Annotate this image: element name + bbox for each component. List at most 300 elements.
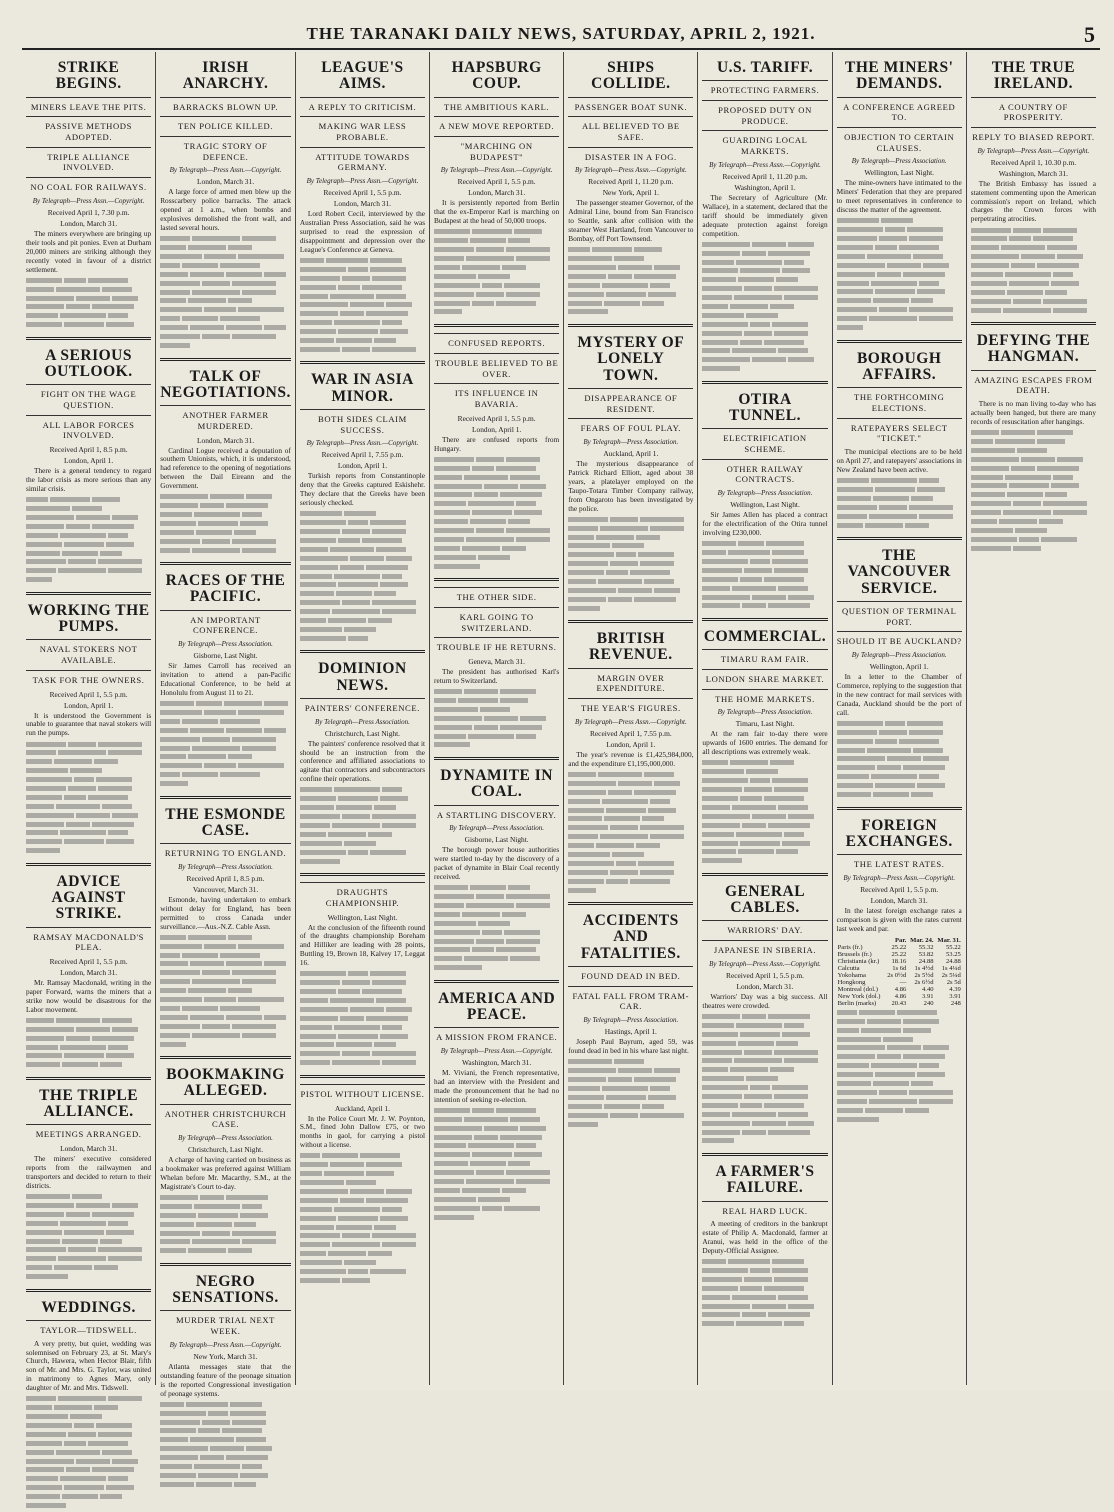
table-cell: 53.82 bbox=[918, 950, 934, 958]
body-text-lines bbox=[971, 227, 1096, 316]
article-subheading: KARL GOING TO SWITZERLAND. bbox=[434, 607, 559, 633]
body-text-lines bbox=[300, 258, 425, 356]
article bbox=[837, 60, 962, 334]
received-line: Received April 1, 10.30 p.m. bbox=[990, 157, 1077, 167]
article-body: The Secretary of Agriculture (Mr. Wallace), in a statement, declared that the tariff should be immediately given adequate protection against foreign competition. bbox=[702, 192, 828, 238]
article-body: Sir James Allen has placed a contract for the electrification of the Otira tunnel involving £230,000. bbox=[702, 510, 828, 537]
article-body: In a letter to the Chamber of Commerce, replying to the suggestion that in the new contract for mail services with Canada, Auckland should be the port of call. bbox=[836, 672, 962, 717]
table-cell: 4.40 bbox=[922, 985, 934, 993]
body-text-lines bbox=[160, 1401, 291, 1490]
article-subheading: ALL BELIEVED TO BE SAFE. bbox=[568, 116, 693, 142]
dateline: Wellington, April 1. bbox=[869, 662, 929, 672]
table-row bbox=[837, 951, 962, 958]
article-headline: THE MINERS' DEMANDS. bbox=[844, 59, 954, 93]
table-cell: 20.43 bbox=[891, 999, 907, 1007]
article-body: A large force of armed men blew up the Rosscarbery police barracks. The attack opened at 1 a.m., when bombs and explosives demolished the front wall, and lasted several hours. bbox=[160, 187, 291, 233]
body-text-lines bbox=[434, 885, 559, 974]
article-body: M. Viviani, the French representative, had an interview with the President and made the pronouncement that he had no intention of seeking re-election. bbox=[434, 1068, 560, 1104]
article-body: The mine-owners have intimated to the Miners' Federation that they are prepared to meet representatives in conference to discuss the matter of the agreement. bbox=[836, 178, 962, 215]
article-headline: WAR IN ASIA MINOR. bbox=[311, 371, 414, 405]
article-subheading: FEARS OF FOUL PLAY. bbox=[568, 418, 693, 434]
body-text-lines bbox=[160, 236, 291, 352]
table-cell: 4.86 bbox=[894, 992, 907, 1000]
divider bbox=[26, 592, 151, 595]
dateline: Wellington, Last Night. bbox=[864, 168, 934, 178]
dateline: Washington, March 31. bbox=[462, 1058, 532, 1068]
dateline: London, March 31. bbox=[60, 1144, 118, 1154]
divider bbox=[434, 324, 559, 327]
article-subheading: TROUBLE IF HE RETURNS. bbox=[434, 637, 559, 653]
article-subheading: PROTECTING FARMERS. bbox=[702, 80, 827, 96]
received-line: Received April 1, 7.55 p.m. bbox=[321, 450, 404, 460]
dateline: London, March 31. bbox=[60, 218, 118, 228]
article-subheading: PAINTERS' CONFERENCE. bbox=[300, 698, 425, 714]
article bbox=[568, 620, 693, 896]
article-subheading: PASSENGER BOAT SUNK. bbox=[568, 97, 693, 113]
table-cell: Christiania (kr.) bbox=[837, 957, 880, 965]
article bbox=[26, 1289, 151, 1512]
article-subheading: TROUBLE BELIEVED TO BE OVER. bbox=[434, 353, 559, 379]
article-headline: ACCIDENTS AND FATALITIES. bbox=[580, 912, 681, 962]
article-subheading: PISTOL WITHOUT LICENSE. bbox=[300, 1084, 425, 1100]
table-cell: Yokohama bbox=[837, 971, 866, 979]
column bbox=[156, 52, 296, 1398]
article-byline: By Telegraph—Press Assn.—Copyright. bbox=[709, 160, 821, 169]
table-row bbox=[837, 979, 962, 986]
article-byline: By Telegraph—Press Association. bbox=[583, 438, 679, 447]
table-cell: Hongkong bbox=[837, 978, 866, 986]
body-text-lines bbox=[26, 741, 151, 857]
article bbox=[434, 60, 559, 318]
dateline: London, April 1. bbox=[472, 424, 522, 434]
article-headline: COMMERCIAL. bbox=[703, 628, 827, 646]
article-subheading: REPLY TO BIASED REPORT. bbox=[971, 127, 1096, 143]
article-subheading: RETURNING TO ENGLAND. bbox=[160, 843, 291, 859]
table-cell: 2s 5½d bbox=[914, 971, 934, 979]
body-text-lines bbox=[837, 478, 962, 531]
article-headline: NEGRO SENSATIONS. bbox=[172, 1272, 279, 1307]
article-subheading: JAPANESE IN SIBERIA. bbox=[702, 940, 827, 956]
dateline: London, March 31. bbox=[870, 895, 928, 905]
table-row bbox=[837, 958, 962, 965]
article-subheading: TRIPLE ALLIANCE INVOLVED. bbox=[26, 147, 151, 173]
article-subheading: RATEPAYERS SELECT "TICKET." bbox=[837, 418, 962, 444]
received-line: Received April 1, 5.5 p.m. bbox=[457, 177, 536, 187]
table-cell: Berlin (marks) bbox=[837, 999, 877, 1007]
dateline: New York, April 1. bbox=[602, 188, 659, 198]
article bbox=[300, 650, 425, 867]
article-byline: By Telegraph—Press Association. bbox=[178, 640, 273, 649]
column bbox=[564, 52, 698, 1385]
article-headline: SHIPS COLLIDE. bbox=[591, 59, 671, 93]
article-headline: GENERAL CABLES. bbox=[724, 882, 806, 917]
article-subheading: TASK FOR THE OWNERS. bbox=[26, 670, 151, 686]
body-text-lines bbox=[160, 1195, 291, 1257]
table-cell: 240 bbox=[923, 999, 934, 1007]
table-cell: Paris (fr.) bbox=[837, 943, 863, 951]
article bbox=[160, 562, 291, 789]
body-text-lines bbox=[26, 497, 151, 586]
article-byline: By Telegraph—Press Assn.—Copyright. bbox=[440, 166, 553, 175]
table-row bbox=[837, 972, 962, 979]
dateline: Washington, April 1. bbox=[734, 182, 796, 192]
article-headline: BOROUGH AFFAIRS. bbox=[856, 349, 942, 383]
received-line: Received April 1, 8.5 p.m. bbox=[49, 445, 128, 455]
body-text-lines bbox=[702, 241, 827, 374]
article-subheading: SHOULD IT BE AUCKLAND? bbox=[837, 631, 962, 647]
divider bbox=[837, 807, 962, 810]
table-header bbox=[837, 937, 885, 944]
divider bbox=[300, 650, 425, 653]
dateline: Vancouver, March 31. bbox=[192, 884, 259, 894]
body-text-lines bbox=[837, 218, 962, 334]
table-cell: 25.22 bbox=[891, 950, 907, 958]
article-subheading: THE AMBITIOUS KARL. bbox=[434, 97, 559, 113]
body-text-lines bbox=[26, 1396, 151, 1512]
article-subheading: ATTITUDE TOWARDS GERMANY. bbox=[300, 147, 425, 173]
body-text-lines bbox=[837, 1010, 962, 1126]
dateline: New York, March 31. bbox=[193, 1351, 258, 1361]
dateline: London, March 31. bbox=[736, 981, 794, 991]
article bbox=[434, 980, 559, 1223]
columns-container bbox=[22, 52, 1100, 1398]
body-text-lines bbox=[26, 1194, 151, 1283]
dateline: London, April 1. bbox=[63, 700, 114, 710]
page-number: 5 bbox=[1084, 22, 1096, 47]
article-body: A charge of having carried on business as a bookmaker was preferred against William Whelan before Mr. Macarthy, S.M., at the Magistrate's Court to-day. bbox=[160, 1155, 291, 1191]
article bbox=[568, 60, 693, 318]
divider bbox=[837, 537, 962, 540]
article-headline: HAPSBURG COUP. bbox=[451, 59, 542, 93]
article-headline: A SERIOUS OUTLOOK. bbox=[44, 346, 133, 380]
body-text-lines bbox=[434, 457, 559, 573]
divider bbox=[300, 873, 425, 876]
article-subheading: DISAPPEARANCE OF RESIDENT. bbox=[568, 388, 693, 414]
table-header: Par. bbox=[895, 936, 907, 944]
divider bbox=[160, 562, 291, 565]
article-subheading: ALL LABOR FORCES INVOLVED. bbox=[26, 415, 151, 441]
article-headline: RACES OF THE PACIFIC. bbox=[165, 572, 286, 606]
article-headline: BOOKMAKING ALLEGED. bbox=[166, 1066, 285, 1100]
received-line: Received April 1, 11.20 p.m. bbox=[722, 171, 808, 181]
dateline: Auckland, April 1. bbox=[334, 1103, 390, 1113]
article-byline: By Telegraph—Press Association. bbox=[717, 708, 813, 717]
dateline: London, March 31. bbox=[468, 188, 526, 198]
article-byline: By Telegraph—Press Assn.—Copyright. bbox=[306, 439, 419, 448]
article-subheading: FIGHT ON THE WAGE QUESTION. bbox=[26, 384, 151, 410]
body-text-lines bbox=[702, 541, 827, 612]
article-body: The president has authorised Karl's return to Switzerland. bbox=[434, 667, 560, 685]
received-line: Received April 1, 7.30 p.m. bbox=[47, 207, 130, 217]
article-byline: By Telegraph—Press Association. bbox=[315, 717, 410, 726]
masthead bbox=[22, 22, 1100, 50]
article-subheading: OBJECTION TO CERTAIN CLAUSES. bbox=[837, 127, 962, 153]
article bbox=[160, 1263, 291, 1490]
article bbox=[971, 322, 1096, 554]
article-subheading: THE LATEST RATES. bbox=[837, 854, 962, 870]
article-body: Esmonde, having undertaken to embark without delay for England, has been permitted to cross Canada under surveillance.—Aus.-N.Z. Cable Assn. bbox=[160, 894, 291, 931]
article-headline: U.S. TARIFF. bbox=[716, 59, 814, 76]
divider bbox=[26, 337, 151, 340]
article-subheading: ANOTHER CHRISTCHURCH CASE. bbox=[160, 1104, 291, 1130]
body-text-lines bbox=[300, 511, 425, 644]
article bbox=[160, 358, 291, 557]
divider bbox=[300, 1075, 425, 1078]
body-text-lines bbox=[300, 1153, 425, 1286]
article-byline: By Telegraph—Press Association. bbox=[717, 489, 813, 498]
body-text-lines bbox=[702, 760, 827, 867]
divider bbox=[300, 361, 425, 364]
dateline: Timaru, Last Night. bbox=[735, 719, 795, 729]
article-subheading: ELECTRIFICATION SCHEME. bbox=[702, 428, 827, 454]
body-text-lines bbox=[160, 494, 291, 556]
article-byline: By Telegraph—Press Assn.—Copyright. bbox=[440, 1047, 553, 1056]
column bbox=[967, 52, 1100, 1385]
article-subheading: ITS INFLUENCE IN BAVARIA. bbox=[434, 383, 559, 409]
article-headline: AMERICA AND PEACE. bbox=[438, 989, 556, 1024]
article-subheading: ANOTHER FARMER MURDERED. bbox=[160, 405, 291, 431]
received-line: Received April 1, 7.55 p.m. bbox=[589, 728, 672, 738]
divider bbox=[568, 902, 693, 905]
divider bbox=[568, 324, 693, 327]
article-subheading: MARGIN OVER EXPENDITURE. bbox=[568, 668, 693, 694]
article-byline: By Telegraph—Press Assn.—Copyright. bbox=[843, 873, 956, 882]
article-byline: By Telegraph—Press Assn.—Copyright. bbox=[32, 196, 145, 205]
article-subheading: MAKING WAR LESS PROBABLE. bbox=[300, 116, 425, 142]
table-cell: Brussels (fr.) bbox=[837, 950, 872, 958]
article-body: The municipal elections are to be held on April 27, and ratepayers' associations in New Zealand have been active. bbox=[836, 447, 962, 474]
article-headline: MYSTERY OF LONELY TOWN. bbox=[577, 334, 685, 384]
article-subheading: TAYLOR—TIDSWELL. bbox=[26, 1320, 151, 1336]
article-body: In the Police Court Mr. J. W. Poynton, S.M., fined John Dallow £75, or two months in gaol, for carrying a pistol without a license. bbox=[299, 1113, 426, 1150]
article-body: Mr. Ramsay Macdonald, writing in the paper Forward, warns the miners that a strike now would be disastrous for the Labor movement. bbox=[26, 978, 152, 1014]
article-headline: FOREIGN EXCHANGES. bbox=[845, 816, 953, 850]
article-body: There are confused reports from Hungary. bbox=[434, 434, 560, 453]
dateline: London, April 1. bbox=[606, 739, 656, 749]
dateline: London, March 31. bbox=[333, 199, 391, 209]
divider bbox=[702, 618, 827, 621]
table-cell: New York (dol.) bbox=[837, 992, 881, 1000]
article-byline: By Telegraph—Press Assn.—Copyright. bbox=[977, 146, 1090, 155]
dateline: Washington, March 31. bbox=[998, 168, 1068, 178]
article bbox=[300, 873, 425, 1069]
column bbox=[296, 52, 430, 1385]
article-byline: By Telegraph—Press Assn.—Copyright. bbox=[306, 177, 419, 186]
article bbox=[837, 340, 962, 531]
table-cell: 1s 4¼d bbox=[941, 964, 961, 972]
body-text-lines bbox=[26, 277, 151, 330]
article-subheading: OTHER RAILWAY CONTRACTS. bbox=[702, 459, 827, 485]
column bbox=[22, 52, 156, 1393]
article bbox=[300, 361, 425, 644]
article-body: Warriors' Day was a big success. All theatres were crowded. bbox=[702, 991, 828, 1010]
article-byline: By Telegraph—Press Assn.—Copyright. bbox=[169, 166, 282, 175]
dateline: Geneva, March 31. bbox=[468, 657, 525, 667]
article-subheading: AMAZING ESCAPES FROM DEATH. bbox=[971, 370, 1096, 396]
article-headline: THE TRIPLE ALLIANCE. bbox=[39, 1086, 139, 1121]
article-body: At the ram fair to-day there were upwards of 1600 entries. The demand for all descriptions was extremely weak. bbox=[702, 729, 828, 757]
article-byline: By Telegraph—Press Assn.—Copyright. bbox=[709, 959, 821, 968]
table-row bbox=[837, 944, 962, 951]
article bbox=[568, 902, 693, 1130]
article-subheading: BOTH SIDES CLAIM SUCCESS. bbox=[300, 409, 425, 435]
article-subheading: A COUNTRY OF PROSPERITY. bbox=[971, 97, 1096, 123]
article bbox=[702, 873, 827, 1147]
divider bbox=[26, 1289, 151, 1292]
article-body: Sir James Carroll has received an invitation to attend a pan-Pacific Educational Conference, to be held at Honolulu from August 11 to 21. bbox=[160, 661, 291, 697]
article-headline: A FARMER'S FAILURE. bbox=[715, 1162, 815, 1197]
table-cell: 3.91 bbox=[949, 992, 961, 1000]
article-body: A meeting of creditors in the bankrupt estate of Philip A. Macdonald, farmer at Aranui, was held in the office of the Deputy-Official Assignee. bbox=[702, 1219, 828, 1255]
table-cell: 1s 4½d bbox=[914, 964, 934, 972]
dateline: Wellington, Last Night. bbox=[327, 912, 398, 922]
article bbox=[837, 807, 962, 1126]
divider bbox=[702, 381, 827, 384]
received-line: Received April 1, 5.5 p.m. bbox=[860, 884, 939, 894]
body-text-lines bbox=[160, 701, 291, 790]
received-line: Received April 1, 5.5 p.m. bbox=[726, 970, 805, 980]
article-subheading: A CONFERENCE AGREED TO. bbox=[837, 97, 962, 123]
article-subheading: THE OTHER SIDE. bbox=[434, 587, 559, 603]
article-subheading: TRAGIC STORY OF DEFENCE. bbox=[160, 136, 291, 162]
dateline: Gisborne, Last Night. bbox=[193, 651, 258, 661]
divider bbox=[434, 757, 559, 760]
article-subheading: TEN POLICE KILLED. bbox=[160, 116, 291, 132]
article-headline: ADVICE AGAINST STRIKE. bbox=[51, 872, 126, 923]
divider bbox=[160, 796, 291, 799]
dateline: London, April 1. bbox=[337, 461, 388, 471]
article bbox=[434, 578, 559, 751]
article-headline: OTIRA TUNNEL. bbox=[729, 390, 801, 425]
body-text-lines bbox=[160, 934, 291, 1050]
article-subheading: TIMARU RAM FAIR. bbox=[702, 649, 827, 665]
article bbox=[26, 60, 151, 331]
table-row bbox=[837, 965, 962, 972]
article-body: Atlanta messages state that the outstanding feature of the peonage situation is the reported Congressional investigation of peonage systems. bbox=[160, 1361, 291, 1398]
table-cell: 2s 6½d bbox=[914, 978, 934, 986]
article-body: Cardinal Logue received a deputation of southern Unionists, which, it is understood, had reference to the opening of negotiations between the Dail Eireann and the Government. bbox=[160, 445, 291, 491]
body-text-lines bbox=[702, 1014, 827, 1147]
dateline: Christchurch, Last Night. bbox=[324, 728, 401, 738]
table-cell: 248 bbox=[950, 999, 961, 1007]
article-subheading: CONFUSED REPORTS. bbox=[434, 333, 559, 349]
dateline: Wellington, Last Night. bbox=[730, 500, 800, 510]
article-byline: By Telegraph—Press Association. bbox=[583, 1016, 679, 1025]
article-byline: By Telegraph—Press Association. bbox=[178, 1134, 273, 1143]
article-body: The miners everywhere are bringing up their tools and pit ponies. Even at Durham 20,000 miners are striking although they recently voted in favour of a district settlement. bbox=[26, 228, 152, 274]
article-subheading: A MISSION FROM FRANCE. bbox=[434, 1027, 559, 1043]
divider bbox=[971, 322, 1096, 325]
body-text-lines bbox=[300, 971, 425, 1069]
body-text-lines bbox=[300, 787, 425, 867]
article bbox=[26, 592, 151, 857]
article bbox=[434, 757, 559, 974]
article-headline: THE VANCOUVER SERVICE. bbox=[847, 547, 951, 597]
article-subheading: BARRACKS BLOWN UP. bbox=[160, 97, 291, 113]
table-cell: 4.39 bbox=[949, 985, 961, 993]
article-subheading: QUESTION OF TERMINAL PORT. bbox=[837, 601, 962, 627]
article-subheading: A NEW MOVE REPORTED. bbox=[434, 116, 559, 132]
table-cell: Calcutta bbox=[837, 964, 860, 972]
article-subheading: MURDER TRIAL NEXT WEEK. bbox=[160, 1310, 291, 1336]
article-subheading: THE FORTHCOMING ELECTIONS. bbox=[837, 387, 962, 413]
column bbox=[698, 52, 832, 1385]
article-headline: THE ESMONDE CASE. bbox=[165, 805, 286, 839]
table-cell: 3.91 bbox=[922, 992, 934, 1000]
body-text-lines bbox=[568, 247, 693, 318]
masthead-title: THE TARANAKI DAILY NEWS, SATURDAY, APRIL 2, 1921. bbox=[306, 24, 816, 43]
article-subheading: THE HOME MARKETS. bbox=[702, 689, 827, 705]
article-headline: WEDDINGS. bbox=[41, 1298, 136, 1316]
divider bbox=[702, 1153, 827, 1156]
article bbox=[26, 863, 151, 1071]
article-headline: DYNAMITE IN COAL. bbox=[440, 767, 553, 801]
article-body: The British Embassy has issued a statement commenting upon the American commission's report on Ireland, which charges the Crown forces with perpetrating atrocities. bbox=[970, 178, 1096, 224]
column bbox=[430, 52, 564, 1385]
body-text-lines bbox=[434, 229, 559, 318]
article-body: The year's revenue is £1,425,984,000, and the expenditure £1,195,000,000. bbox=[568, 749, 694, 768]
article-subheading: REAL HARD LUCK. bbox=[702, 1201, 827, 1217]
article-subheading: LONDON SHARE MARKET. bbox=[702, 669, 827, 685]
table-cell: 55.22 bbox=[945, 943, 961, 951]
received-line: Received April 1, 5.5 p.m. bbox=[323, 188, 402, 198]
article-body: There is a general tendency to regard the labor crisis as more serious than any similar crisis. bbox=[26, 466, 152, 493]
article-subheading: PASSIVE METHODS ADOPTED. bbox=[26, 116, 151, 142]
article-headline: BRITISH REVENUE. bbox=[588, 630, 673, 664]
article-headline: DEFYING THE HANGMAN. bbox=[976, 332, 1091, 366]
divider bbox=[434, 980, 559, 983]
table-row bbox=[837, 993, 962, 1000]
dateline: London, March 31. bbox=[196, 177, 255, 187]
article-body: The borough power house authorities were startled to-day by the discovery of a packet of dynamite in Blair Coal recently received. bbox=[434, 845, 560, 881]
article-byline: By Telegraph—Press Assn.—Copyright. bbox=[169, 1340, 282, 1349]
article bbox=[160, 796, 291, 1050]
table-row bbox=[837, 1000, 962, 1007]
article-subheading: FOUND DEAD IN BED. bbox=[568, 966, 693, 982]
article-headline: IRISH ANARCHY. bbox=[182, 59, 269, 93]
divider bbox=[837, 340, 962, 343]
article-headline: WORKING THE PUMPS. bbox=[27, 601, 150, 636]
dateline: London, March 31. bbox=[196, 435, 255, 445]
article bbox=[300, 1075, 425, 1287]
article bbox=[300, 60, 425, 355]
article-byline: By Telegraph—Press Association. bbox=[851, 651, 947, 660]
body-text-lines bbox=[434, 689, 559, 751]
article-subheading: A REPLY TO CRITICISM. bbox=[300, 97, 425, 113]
table-cell: 2s 5¼d bbox=[941, 971, 961, 979]
table-cell: 53.25 bbox=[945, 950, 961, 958]
dateline: Gisborne, Last Night. bbox=[464, 835, 529, 845]
table-cell: 2s 5d bbox=[946, 978, 961, 986]
article-byline: By Telegraph—Press Association. bbox=[178, 862, 273, 871]
dateline: Christchurch, Last Night. bbox=[187, 1145, 264, 1155]
article bbox=[971, 60, 1096, 316]
article-subheading: MINERS LEAVE THE PITS. bbox=[26, 97, 151, 113]
body-text-lines bbox=[568, 1059, 693, 1130]
received-line: Received April 1, 5.5 p.m. bbox=[49, 957, 128, 967]
article bbox=[26, 1077, 151, 1283]
article-subheading: WARRIORS' DAY. bbox=[702, 920, 827, 936]
body-text-lines bbox=[568, 516, 693, 614]
article-body: Joseph Paul Bayrum, aged 59, was found dead in bed in his whare last night. bbox=[568, 1037, 694, 1056]
article-byline: By Telegraph—Press Association. bbox=[851, 157, 947, 166]
article-headline: TALK OF NEGOTIATIONS. bbox=[160, 367, 291, 401]
body-text-lines bbox=[971, 430, 1096, 554]
body-text-lines bbox=[26, 1018, 151, 1071]
article-body: There is no man living to-day who has actually been hanged, but there are many records of resuscitation after hangings. bbox=[970, 399, 1096, 426]
article-body: A very pretty, but quiet, wedding was solemnised on February 23, at St. Mary's Church, Hawera, when Hector Blair, fifth son of Mr. and Mrs. G. Taylor, was united in matrimony to Agnes Mary, only daughter of Mr. and Mrs. Tidswell. bbox=[26, 1338, 152, 1393]
article-subheading: A STARTLING DISCOVERY. bbox=[434, 805, 559, 821]
